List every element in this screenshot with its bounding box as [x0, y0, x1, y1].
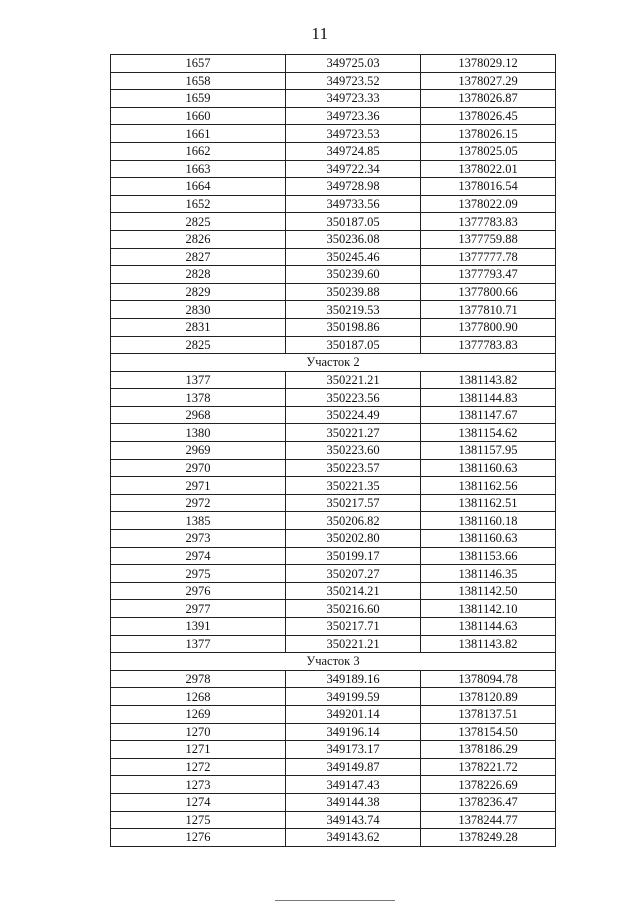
x-coordinate-cell: 349723.33 — [286, 90, 421, 108]
y-coordinate-cell: 1381144.83 — [421, 389, 556, 407]
y-coordinate-cell: 1381160.63 — [421, 459, 556, 477]
table-row — [111, 618, 556, 636]
table-row — [111, 283, 556, 301]
point-number-cell: 1377 — [111, 635, 286, 653]
point-number-cell: 2972 — [111, 494, 286, 512]
table-row — [111, 547, 556, 565]
x-coordinate-cell: 350221.21 — [286, 371, 421, 389]
point-number-cell: 1377 — [111, 371, 286, 389]
x-coordinate-cell: 349723.53 — [286, 125, 421, 143]
y-coordinate-cell: 1381154.62 — [421, 424, 556, 442]
point-number-cell: 1271 — [111, 741, 286, 759]
table-row — [111, 512, 556, 530]
point-number-cell: 1270 — [111, 723, 286, 741]
table-row — [111, 688, 556, 706]
table-row — [111, 705, 556, 723]
y-coordinate-cell: 1378026.45 — [421, 107, 556, 125]
y-coordinate-cell: 1378244.77 — [421, 811, 556, 829]
point-number-cell: 1659 — [111, 90, 286, 108]
x-coordinate-cell: 349143.62 — [286, 829, 421, 847]
y-coordinate-cell: 1378027.29 — [421, 72, 556, 90]
x-coordinate-cell: 349143.74 — [286, 811, 421, 829]
point-number-cell: 1661 — [111, 125, 286, 143]
y-coordinate-cell: 1381143.82 — [421, 371, 556, 389]
table-row — [111, 107, 556, 125]
y-coordinate-cell: 1381143.82 — [421, 635, 556, 653]
y-coordinate-cell: 1377800.90 — [421, 318, 556, 336]
table-row — [111, 371, 556, 389]
section-header-row — [111, 653, 556, 671]
table-row — [111, 811, 556, 829]
table-row — [111, 776, 556, 794]
point-number-cell: 1276 — [111, 829, 286, 847]
y-coordinate-cell: 1378120.89 — [421, 688, 556, 706]
y-coordinate-cell: 1378186.29 — [421, 741, 556, 759]
table-row — [111, 758, 556, 776]
y-coordinate-cell: 1378026.15 — [421, 125, 556, 143]
table-row — [111, 318, 556, 336]
point-number-cell: 2970 — [111, 459, 286, 477]
x-coordinate-cell: 350217.71 — [286, 618, 421, 636]
bottom-rule — [275, 900, 395, 901]
section-header-row — [111, 354, 556, 372]
section-title: Участок 3 — [111, 653, 556, 671]
point-number-cell: 2973 — [111, 530, 286, 548]
x-coordinate-cell: 349723.36 — [286, 107, 421, 125]
coordinates-table — [110, 54, 556, 847]
x-coordinate-cell: 350198.86 — [286, 318, 421, 336]
x-coordinate-cell: 349147.43 — [286, 776, 421, 794]
y-coordinate-cell: 1381160.63 — [421, 530, 556, 548]
y-coordinate-cell: 1381162.56 — [421, 477, 556, 495]
table-row — [111, 741, 556, 759]
x-coordinate-cell: 350224.49 — [286, 406, 421, 424]
y-coordinate-cell: 1377793.47 — [421, 266, 556, 284]
x-coordinate-cell: 350216.60 — [286, 600, 421, 618]
y-coordinate-cell: 1377800.66 — [421, 283, 556, 301]
point-number-cell: 1275 — [111, 811, 286, 829]
table-row — [111, 459, 556, 477]
y-coordinate-cell: 1378022.09 — [421, 195, 556, 213]
y-coordinate-cell: 1381162.51 — [421, 494, 556, 512]
y-coordinate-cell: 1378026.87 — [421, 90, 556, 108]
point-number-cell: 2977 — [111, 600, 286, 618]
point-number-cell: 2976 — [111, 582, 286, 600]
x-coordinate-cell: 350239.88 — [286, 283, 421, 301]
page-number: 11 — [311, 24, 329, 43]
point-number-cell: 1385 — [111, 512, 286, 530]
x-coordinate-cell: 350221.35 — [286, 477, 421, 495]
point-number-cell: 1664 — [111, 178, 286, 196]
table-row — [111, 565, 556, 583]
table-row — [111, 301, 556, 319]
point-number-cell: 1658 — [111, 72, 286, 90]
point-number-cell: 2975 — [111, 565, 286, 583]
y-coordinate-cell: 1381144.63 — [421, 618, 556, 636]
y-coordinate-cell: 1378249.28 — [421, 829, 556, 847]
y-coordinate-cell: 1378016.54 — [421, 178, 556, 196]
table-row — [111, 336, 556, 354]
y-coordinate-cell: 1381157.95 — [421, 442, 556, 460]
table-row — [111, 723, 556, 741]
y-coordinate-cell: 1378221.72 — [421, 758, 556, 776]
point-number-cell: 1273 — [111, 776, 286, 794]
x-coordinate-cell: 350219.53 — [286, 301, 421, 319]
x-coordinate-cell: 350214.21 — [286, 582, 421, 600]
y-coordinate-cell: 1381153.66 — [421, 547, 556, 565]
point-number-cell: 2978 — [111, 670, 286, 688]
table-row — [111, 829, 556, 847]
table-row — [111, 494, 556, 512]
table-row — [111, 142, 556, 160]
x-coordinate-cell: 350236.08 — [286, 230, 421, 248]
y-coordinate-cell: 1381160.18 — [421, 512, 556, 530]
table-row — [111, 248, 556, 266]
point-number-cell: 2830 — [111, 301, 286, 319]
y-coordinate-cell: 1378226.69 — [421, 776, 556, 794]
x-coordinate-cell: 350223.60 — [286, 442, 421, 460]
point-number-cell: 1660 — [111, 107, 286, 125]
y-coordinate-cell: 1378236.47 — [421, 793, 556, 811]
point-number-cell: 1663 — [111, 160, 286, 178]
y-coordinate-cell: 1381142.10 — [421, 600, 556, 618]
table-row — [111, 266, 556, 284]
point-number-cell: 1391 — [111, 618, 286, 636]
x-coordinate-cell: 350217.57 — [286, 494, 421, 512]
table-row — [111, 600, 556, 618]
point-number-cell: 2826 — [111, 230, 286, 248]
y-coordinate-cell: 1381142.50 — [421, 582, 556, 600]
x-coordinate-cell: 350187.05 — [286, 336, 421, 354]
y-coordinate-cell: 1381146.35 — [421, 565, 556, 583]
table-row — [111, 530, 556, 548]
x-coordinate-cell: 350206.82 — [286, 512, 421, 530]
x-coordinate-cell: 349728.98 — [286, 178, 421, 196]
y-coordinate-cell: 1378022.01 — [421, 160, 556, 178]
table-row — [111, 230, 556, 248]
x-coordinate-cell: 350202.80 — [286, 530, 421, 548]
table-row — [111, 195, 556, 213]
x-coordinate-cell: 349189.16 — [286, 670, 421, 688]
point-number-cell: 1380 — [111, 424, 286, 442]
x-coordinate-cell: 349725.03 — [286, 55, 421, 73]
x-coordinate-cell: 349201.14 — [286, 705, 421, 723]
point-number-cell: 1662 — [111, 142, 286, 160]
point-number-cell: 2968 — [111, 406, 286, 424]
y-coordinate-cell: 1377777.78 — [421, 248, 556, 266]
y-coordinate-cell: 1378137.51 — [421, 705, 556, 723]
x-coordinate-cell: 349724.85 — [286, 142, 421, 160]
point-number-cell: 1269 — [111, 705, 286, 723]
table-row — [111, 406, 556, 424]
table-row — [111, 793, 556, 811]
point-number-cell: 1272 — [111, 758, 286, 776]
x-coordinate-cell: 350199.17 — [286, 547, 421, 565]
x-coordinate-cell: 350245.46 — [286, 248, 421, 266]
point-number-cell: 2827 — [111, 248, 286, 266]
point-number-cell: 1268 — [111, 688, 286, 706]
x-coordinate-cell: 350207.27 — [286, 565, 421, 583]
point-number-cell: 2831 — [111, 318, 286, 336]
x-coordinate-cell: 349144.38 — [286, 793, 421, 811]
x-coordinate-cell: 349196.14 — [286, 723, 421, 741]
x-coordinate-cell: 350221.21 — [286, 635, 421, 653]
table-row — [111, 213, 556, 231]
x-coordinate-cell: 349149.87 — [286, 758, 421, 776]
x-coordinate-cell: 349723.52 — [286, 72, 421, 90]
y-coordinate-cell: 1377759.88 — [421, 230, 556, 248]
point-number-cell: 2825 — [111, 336, 286, 354]
point-number-cell: 2828 — [111, 266, 286, 284]
table-row — [111, 389, 556, 407]
y-coordinate-cell: 1378094.78 — [421, 670, 556, 688]
y-coordinate-cell: 1381147.67 — [421, 406, 556, 424]
x-coordinate-cell: 350221.27 — [286, 424, 421, 442]
table-row — [111, 670, 556, 688]
x-coordinate-cell: 350223.56 — [286, 389, 421, 407]
y-coordinate-cell: 1377783.83 — [421, 336, 556, 354]
table-row — [111, 125, 556, 143]
x-coordinate-cell: 349173.17 — [286, 741, 421, 759]
table-row — [111, 178, 556, 196]
y-coordinate-cell: 1378154.50 — [421, 723, 556, 741]
y-coordinate-cell: 1377783.83 — [421, 213, 556, 231]
coordinates-table-body — [111, 55, 556, 847]
point-number-cell: 2969 — [111, 442, 286, 460]
table-row — [111, 477, 556, 495]
y-coordinate-cell: 1377810.71 — [421, 301, 556, 319]
table-row — [111, 90, 556, 108]
point-number-cell: 2974 — [111, 547, 286, 565]
y-coordinate-cell: 1378029.12 — [421, 55, 556, 73]
x-coordinate-cell: 350223.57 — [286, 459, 421, 477]
point-number-cell: 1657 — [111, 55, 286, 73]
point-number-cell: 1274 — [111, 793, 286, 811]
table-row — [111, 160, 556, 178]
x-coordinate-cell: 350239.60 — [286, 266, 421, 284]
table-row — [111, 72, 556, 90]
x-coordinate-cell: 349733.56 — [286, 195, 421, 213]
section-title: Участок 2 — [111, 354, 556, 372]
x-coordinate-cell: 349199.59 — [286, 688, 421, 706]
y-coordinate-cell: 1378025.05 — [421, 142, 556, 160]
point-number-cell: 1378 — [111, 389, 286, 407]
x-coordinate-cell: 350187.05 — [286, 213, 421, 231]
point-number-cell: 2829 — [111, 283, 286, 301]
table-row — [111, 424, 556, 442]
table-row — [111, 442, 556, 460]
point-number-cell: 2971 — [111, 477, 286, 495]
table-row — [111, 582, 556, 600]
x-coordinate-cell: 349722.34 — [286, 160, 421, 178]
point-number-cell: 1652 — [111, 195, 286, 213]
table-row — [111, 55, 556, 73]
table-row — [111, 635, 556, 653]
point-number-cell: 2825 — [111, 213, 286, 231]
